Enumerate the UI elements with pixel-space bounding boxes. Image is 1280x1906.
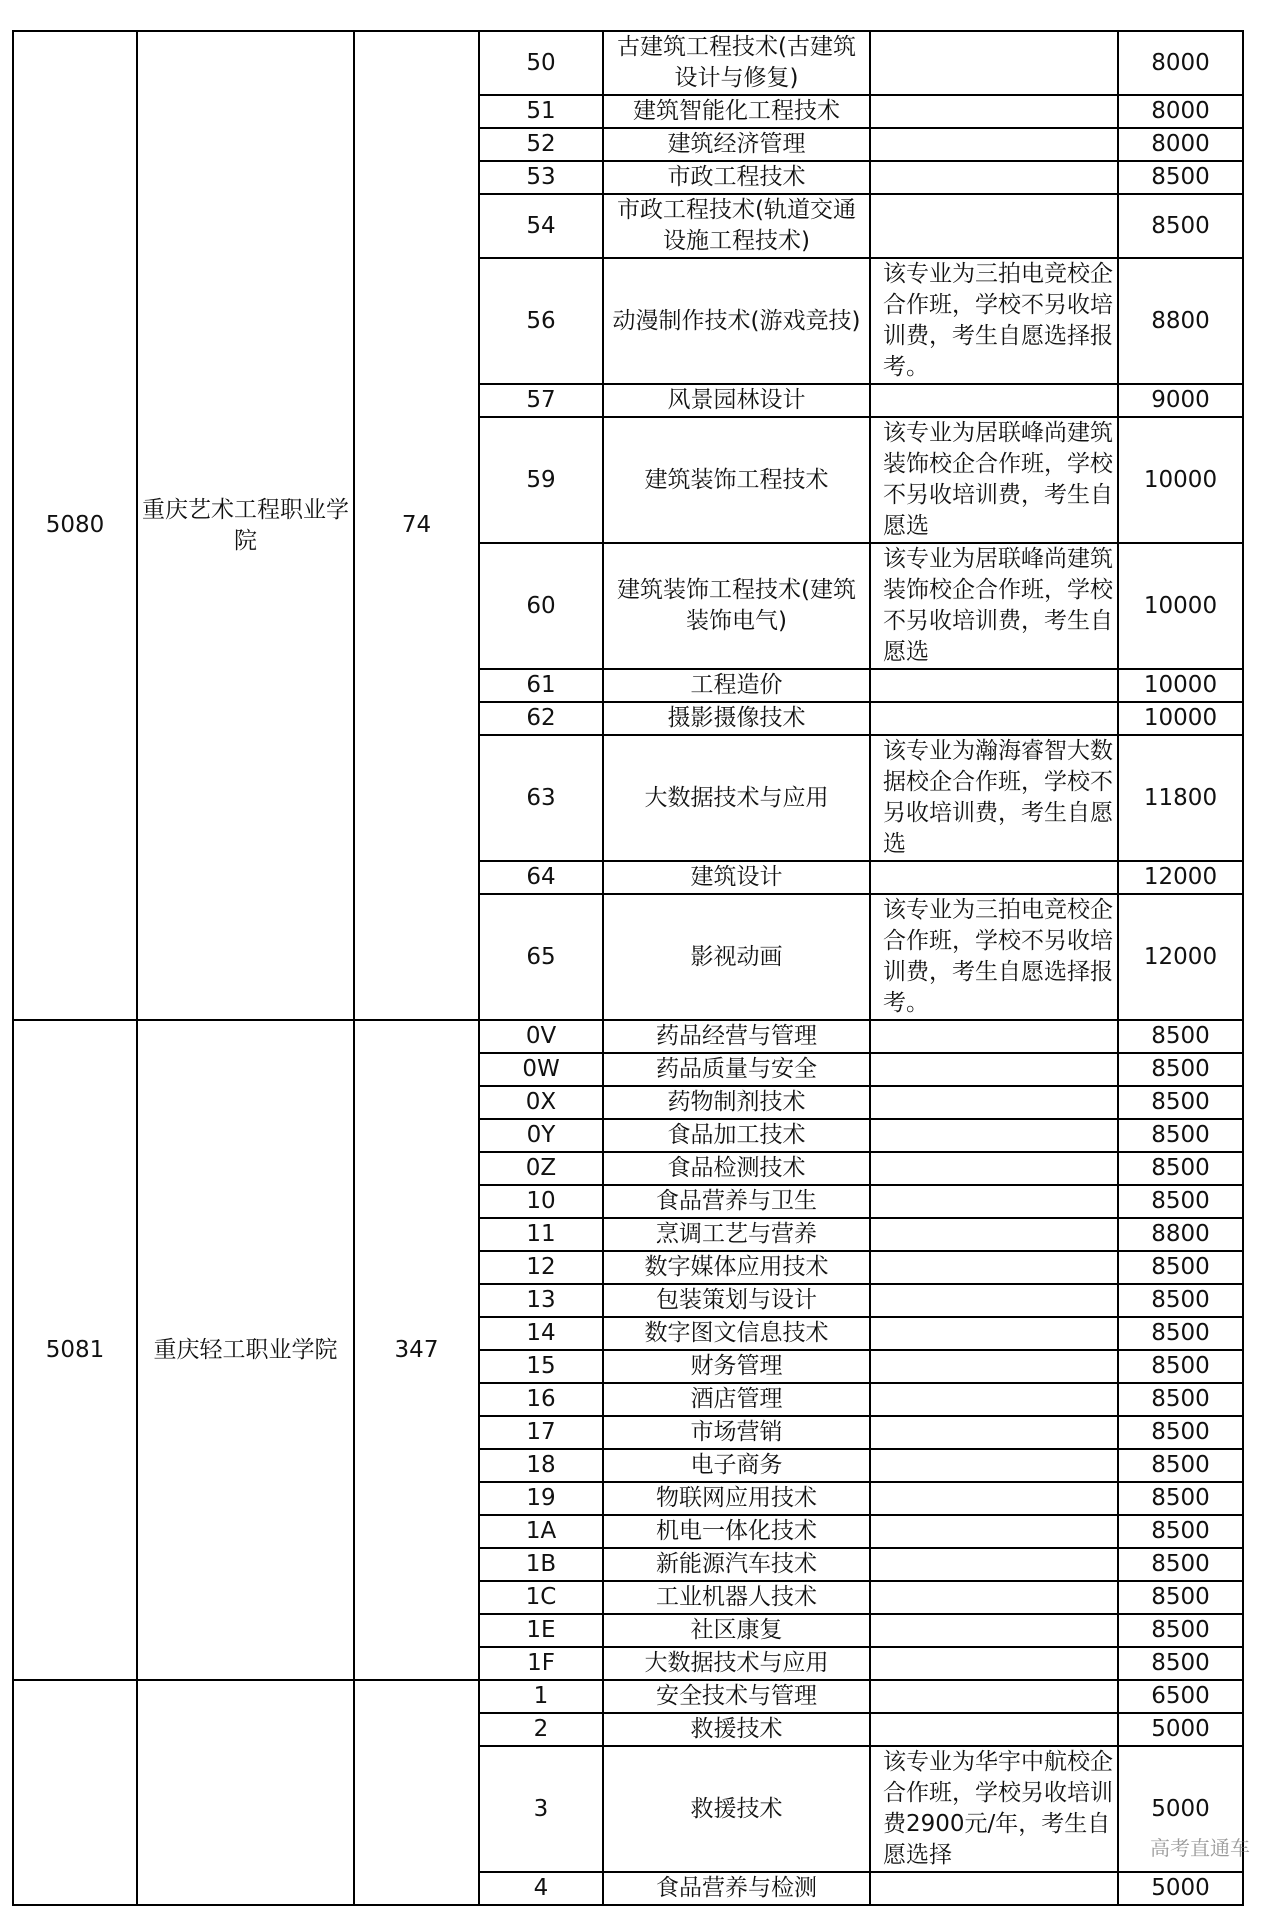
major-name: 影视动画 xyxy=(603,894,870,1020)
major-name: 机电一体化技术 xyxy=(603,1515,870,1548)
major-note xyxy=(870,702,1118,735)
major-name: 建筑装饰工程技术 xyxy=(603,417,870,543)
major-note xyxy=(870,161,1118,194)
major-name: 救援技术 xyxy=(603,1746,870,1872)
major-note xyxy=(870,1449,1118,1482)
major-code: 53 xyxy=(479,161,603,194)
major-code: 3 xyxy=(479,1746,603,1872)
major-name: 市政工程技术(轨道交通设施工程技术) xyxy=(603,194,870,258)
major-code: 1C xyxy=(479,1581,603,1614)
major-code: 4 xyxy=(479,1872,603,1905)
major-code: 60 xyxy=(479,543,603,669)
major-name: 大数据技术与应用 xyxy=(603,735,870,861)
major-note xyxy=(870,1383,1118,1416)
tuition-fee: 8500 xyxy=(1118,1317,1243,1350)
major-code: 19 xyxy=(479,1482,603,1515)
tuition-fee: 8500 xyxy=(1118,1119,1243,1152)
major-code: 52 xyxy=(479,128,603,161)
major-name: 食品加工技术 xyxy=(603,1119,870,1152)
tuition-fee: 8500 xyxy=(1118,1020,1243,1053)
major-name: 烹调工艺与营养 xyxy=(603,1218,870,1251)
major-note xyxy=(870,1680,1118,1713)
school-code: 5080 xyxy=(13,31,137,1020)
tuition-fee: 8000 xyxy=(1118,128,1243,161)
major-name: 物联网应用技术 xyxy=(603,1482,870,1515)
major-code: 1F xyxy=(479,1647,603,1680)
major-code: 0Y xyxy=(479,1119,603,1152)
major-note xyxy=(870,1218,1118,1251)
major-note xyxy=(870,1416,1118,1449)
major-note xyxy=(870,1614,1118,1647)
major-name: 风景园林设计 xyxy=(603,384,870,417)
major-code: 62 xyxy=(479,702,603,735)
tuition-fee: 9000 xyxy=(1118,384,1243,417)
major-name: 财务管理 xyxy=(603,1350,870,1383)
major-note xyxy=(870,1185,1118,1218)
major-name: 药品质量与安全 xyxy=(603,1053,870,1086)
major-code: 1A xyxy=(479,1515,603,1548)
major-note: 该专业为三拍电竞校企合作班，学校不另收培训费，考生自愿选择报考。 xyxy=(870,894,1118,1020)
major-code: 57 xyxy=(479,384,603,417)
major-note xyxy=(870,1350,1118,1383)
major-name: 市政工程技术 xyxy=(603,161,870,194)
school-code: 5081 xyxy=(13,1020,137,1680)
tuition-fee: 8500 xyxy=(1118,1053,1243,1086)
tuition-fee: 8500 xyxy=(1118,1449,1243,1482)
major-note xyxy=(870,128,1118,161)
major-name: 社区康复 xyxy=(603,1614,870,1647)
school-name: 重庆轻工职业学院 xyxy=(137,1020,354,1680)
major-code: 51 xyxy=(479,95,603,128)
tuition-fee: 8500 xyxy=(1118,1614,1243,1647)
major-note: 该专业为居联峰尚建筑装饰校企合作班，学校不另收培训费，考生自愿选 xyxy=(870,543,1118,669)
major-note xyxy=(870,1713,1118,1746)
major-name: 食品营养与检测 xyxy=(603,1872,870,1905)
major-code: 2 xyxy=(479,1713,603,1746)
major-code: 0W xyxy=(479,1053,603,1086)
tuition-fee: 8500 xyxy=(1118,1548,1243,1581)
watermark: 高考直通车 xyxy=(1150,1836,1250,1860)
major-note: 该专业为居联峰尚建筑装饰校企合作班，学校不另收培训费，考生自愿选 xyxy=(870,417,1118,543)
major-note xyxy=(870,1548,1118,1581)
tuition-fee: 10000 xyxy=(1118,417,1243,543)
major-name: 工业机器人技术 xyxy=(603,1581,870,1614)
tuition-fee: 10000 xyxy=(1118,702,1243,735)
major-note xyxy=(870,1872,1118,1905)
major-name: 建筑智能化工程技术 xyxy=(603,95,870,128)
major-name: 古建筑工程技术(古建筑设计与修复) xyxy=(603,31,870,95)
tuition-fee: 12000 xyxy=(1118,861,1243,894)
major-code: 18 xyxy=(479,1449,603,1482)
major-name: 建筑装饰工程技术(建筑装饰电气) xyxy=(603,543,870,669)
major-code: 1B xyxy=(479,1548,603,1581)
major-note xyxy=(870,31,1118,95)
tuition-fee: 5000 xyxy=(1118,1746,1243,1872)
tuition-fee: 8500 xyxy=(1118,1185,1243,1218)
major-note xyxy=(870,1482,1118,1515)
major-note xyxy=(870,1086,1118,1119)
major-code: 1E xyxy=(479,1614,603,1647)
tuition-fee: 8500 xyxy=(1118,1581,1243,1614)
major-code: 63 xyxy=(479,735,603,861)
major-name: 食品营养与卫生 xyxy=(603,1185,870,1218)
major-code: 16 xyxy=(479,1383,603,1416)
major-note xyxy=(870,95,1118,128)
major-note: 该专业为瀚海睿智大数据校企合作班，学校不另收培训费，考生自愿选 xyxy=(870,735,1118,861)
major-note: 该专业为三拍电竞校企合作班，学校不另收培训费，考生自愿选择报考。 xyxy=(870,258,1118,384)
tuition-fee: 8500 xyxy=(1118,1152,1243,1185)
tuition-fee: 11800 xyxy=(1118,735,1243,861)
major-code: 0X xyxy=(479,1086,603,1119)
table-row xyxy=(13,31,1243,95)
plan-count: 347 xyxy=(354,1020,479,1680)
tuition-fee: 8500 xyxy=(1118,1350,1243,1383)
major-code: 14 xyxy=(479,1317,603,1350)
tuition-fee: 10000 xyxy=(1118,669,1243,702)
major-note xyxy=(870,1515,1118,1548)
tuition-fee: 8500 xyxy=(1118,1482,1243,1515)
major-name: 建筑设计 xyxy=(603,861,870,894)
major-name: 数字图文信息技术 xyxy=(603,1317,870,1350)
major-name: 新能源汽车技术 xyxy=(603,1548,870,1581)
major-note xyxy=(870,1284,1118,1317)
major-code: 15 xyxy=(479,1350,603,1383)
school-name: 重庆艺术工程职业学院 xyxy=(137,31,354,1020)
major-name: 食品检测技术 xyxy=(603,1152,870,1185)
major-name: 市场营销 xyxy=(603,1416,870,1449)
tuition-fee: 8000 xyxy=(1118,95,1243,128)
major-code: 65 xyxy=(479,894,603,1020)
major-code: 1 xyxy=(479,1680,603,1713)
major-note xyxy=(870,194,1118,258)
major-note xyxy=(870,669,1118,702)
major-code: 0Z xyxy=(479,1152,603,1185)
major-code: 61 xyxy=(479,669,603,702)
major-code: 54 xyxy=(479,194,603,258)
admission-table xyxy=(12,30,1244,1906)
tuition-fee: 10000 xyxy=(1118,543,1243,669)
major-note xyxy=(870,1647,1118,1680)
tuition-fee: 8500 xyxy=(1118,1515,1243,1548)
major-name: 药品经营与管理 xyxy=(603,1020,870,1053)
major-name: 包装策划与设计 xyxy=(603,1284,870,1317)
major-code: 59 xyxy=(479,417,603,543)
major-code: 56 xyxy=(479,258,603,384)
plan-count xyxy=(354,1680,479,1905)
major-note xyxy=(870,1119,1118,1152)
tuition-fee: 8500 xyxy=(1118,1086,1243,1119)
major-note xyxy=(870,1053,1118,1086)
tuition-fee: 8800 xyxy=(1118,258,1243,384)
major-code: 13 xyxy=(479,1284,603,1317)
tuition-fee: 8500 xyxy=(1118,1383,1243,1416)
table-row xyxy=(13,1020,1243,1053)
school-name xyxy=(137,1680,354,1905)
plan-count: 74 xyxy=(354,31,479,1020)
major-code: 64 xyxy=(479,861,603,894)
tuition-fee: 8500 xyxy=(1118,1416,1243,1449)
major-code: 12 xyxy=(479,1251,603,1284)
major-note xyxy=(870,1317,1118,1350)
major-note xyxy=(870,1020,1118,1053)
tuition-fee: 12000 xyxy=(1118,894,1243,1020)
major-name: 药物制剂技术 xyxy=(603,1086,870,1119)
major-name: 电子商务 xyxy=(603,1449,870,1482)
tuition-fee: 5000 xyxy=(1118,1872,1243,1905)
major-code: 11 xyxy=(479,1218,603,1251)
major-code: 17 xyxy=(479,1416,603,1449)
major-name: 大数据技术与应用 xyxy=(603,1647,870,1680)
major-code: 0V xyxy=(479,1020,603,1053)
major-name: 工程造价 xyxy=(603,669,870,702)
major-note: 该专业为华宇中航校企合作班，学校另收培训费2900元/年，考生自愿选择 xyxy=(870,1746,1118,1872)
major-name: 建筑经济管理 xyxy=(603,128,870,161)
major-note xyxy=(870,1581,1118,1614)
major-name: 安全技术与管理 xyxy=(603,1680,870,1713)
tuition-fee: 8500 xyxy=(1118,1647,1243,1680)
tuition-fee: 6500 xyxy=(1118,1680,1243,1713)
major-note xyxy=(870,861,1118,894)
major-note xyxy=(870,1251,1118,1284)
major-note xyxy=(870,384,1118,417)
tuition-fee: 8500 xyxy=(1118,1284,1243,1317)
major-name: 数字媒体应用技术 xyxy=(603,1251,870,1284)
tuition-fee: 8500 xyxy=(1118,1251,1243,1284)
tuition-fee: 8500 xyxy=(1118,194,1243,258)
tuition-fee: 5000 xyxy=(1118,1713,1243,1746)
tuition-fee: 8800 xyxy=(1118,1218,1243,1251)
major-name: 酒店管理 xyxy=(603,1383,870,1416)
major-name: 动漫制作技术(游戏竞技) xyxy=(603,258,870,384)
tuition-fee: 8500 xyxy=(1118,161,1243,194)
major-code: 50 xyxy=(479,31,603,95)
major-name: 摄影摄像技术 xyxy=(603,702,870,735)
major-name: 救援技术 xyxy=(603,1713,870,1746)
school-code xyxy=(13,1680,137,1905)
table-row xyxy=(13,1680,1243,1713)
tuition-fee: 8000 xyxy=(1118,31,1243,95)
major-note xyxy=(870,1152,1118,1185)
major-code: 10 xyxy=(479,1185,603,1218)
